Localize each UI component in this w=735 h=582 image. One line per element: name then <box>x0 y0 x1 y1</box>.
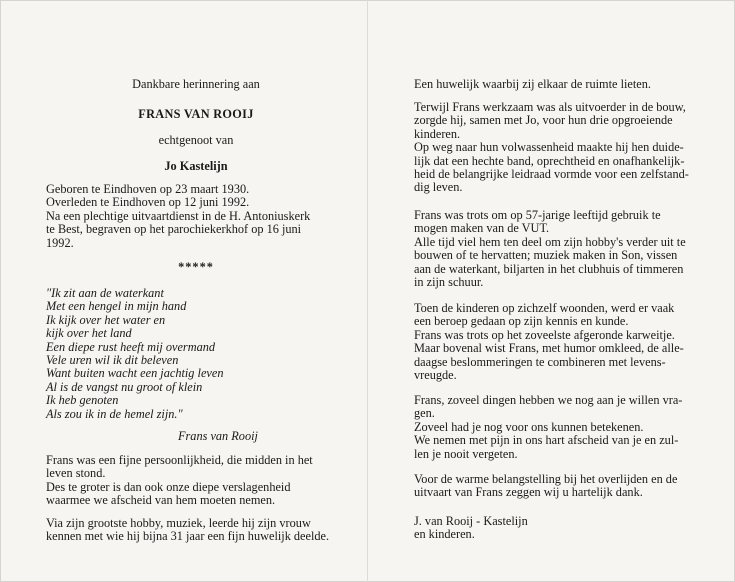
poem-line: Vele uren wil ik dit beleven <box>46 353 179 368</box>
poem-line: Al is de vangst nu groot of klein <box>46 379 203 394</box>
bio-line: Geboren te Eindhoven op 23 maart 1930. <box>46 182 250 196</box>
text-line: gen. <box>414 406 435 421</box>
text-line: len je nooit vergeten. <box>414 446 518 461</box>
biography <box>46 183 346 250</box>
bio-line: te Best, begraven op het parochiekerkhof op 16 juni <box>46 222 302 237</box>
text-line: heid de belangrijke leidraad vormde voor een zelfstand- <box>414 167 689 182</box>
poem-line: Ik heb genoten <box>46 393 119 408</box>
right-paragraph-3 <box>414 209 686 289</box>
poem-line: Een diepe rust heeft mij overmand <box>46 339 216 354</box>
text-line: aan de waterkant, biljarten in het clubhuis of timmeren <box>414 261 684 276</box>
text-line: Een huwelijk waarbij zij elkaar de ruimte lieten. <box>414 77 651 91</box>
poem-author: Frans van Rooij <box>178 429 258 443</box>
text-line: een beroep gedaan op zijn kennis en kunde. <box>414 314 629 329</box>
text-line: dig leven. <box>414 180 463 195</box>
separator-stars: ***** <box>178 260 214 274</box>
signature <box>414 515 528 542</box>
poem-line: kijk over het land <box>46 326 132 341</box>
text-line: in zijn schuur. <box>414 275 484 290</box>
text-line: Des te groter is dan ook onze diepe verslagenheid <box>46 479 291 494</box>
poem-line: Ik kijk over het water en <box>46 312 166 327</box>
text-line: We nemen met pijn in ons hart afscheid van je en zul- <box>414 433 679 448</box>
relation-label: echtgenoot van <box>158 133 234 147</box>
spouse-name: Jo Kastelijn <box>164 159 228 173</box>
text-line: Toen de kinderen op zichzelf woonden, werd er vaak <box>414 301 675 315</box>
left-paragraph-1 <box>46 454 313 508</box>
text-line: kennen met wie hij bijna 31 jaar een fijn huwelijk deelde. <box>46 529 330 544</box>
signature-line: en kinderen. <box>414 527 475 542</box>
text-line: waarmee we afscheid van hem moeten nemen. <box>46 493 276 508</box>
text-line: Frans was trots om op 57-jarige leeftijd gebruik te <box>414 208 661 222</box>
text-line: zorgde hij, samen met Jo, voor hun drie opgroeiende <box>414 113 673 128</box>
card-heading: Dankbare herinnering aan <box>132 77 260 91</box>
bio-line: Na een plechtige uitvaartdienst in de H. Antoniuskerk <box>46 208 311 223</box>
right-paragraph-1 <box>414 78 651 91</box>
poem-line: Met een hengel in mijn hand <box>46 299 187 314</box>
text-line: leven stond. <box>46 466 106 481</box>
text-line: uitvaart van Frans zeggen wij u hartelijk dank. <box>414 485 643 500</box>
text-line: Via zijn grootste hobby, muziek, leerde hij zijn vrouw <box>46 516 311 530</box>
right-paragraph-4 <box>414 302 684 382</box>
text-line: bouwen of te hervatten; muziek maken in Son, vissen <box>414 248 678 263</box>
poem <box>46 287 223 421</box>
text-line: lijk dat een hechte band, oprechtheid en onafhankelijk- <box>414 153 685 168</box>
right-paragraph-6 <box>414 473 677 500</box>
card-fold-line <box>367 0 368 582</box>
text-line: Alle tijd viel hem ten deel om zijn hobby's verder uit te <box>414 234 686 249</box>
text-line: Op weg naar hun volwassenheid maakte hij hen duide- <box>414 140 684 155</box>
text-line: mogen maken van de VUT. <box>414 221 550 236</box>
text-line: vreugde. <box>414 368 457 383</box>
bio-line: Overleden te Eindhoven op 12 juni 1992. <box>46 195 250 210</box>
text-line: Terwijl Frans werkzaam was als uitvoerder in de bouw, <box>414 100 686 114</box>
poem-line: Als zou ik in de hemel zijn." <box>46 406 183 421</box>
right-paragraph-5 <box>414 394 682 461</box>
poem-line: "Ik zit aan de waterkant <box>46 286 164 300</box>
text-line: daagse beslommeringen te combineren met levens- <box>414 354 666 369</box>
poem-line: Want buiten wacht een jachtig leven <box>46 366 224 381</box>
text-line: Maar bovenal wist Frans, met humor omkleed, de alle- <box>414 341 684 356</box>
deceased-name: FRANS VAN ROOIJ <box>138 107 254 121</box>
text-line: Frans, zoveel dingen hebben we nog aan je willen vra- <box>414 393 683 407</box>
text-line: Frans was een fijne persoonlijkheid, die midden in het <box>46 453 313 467</box>
bio-line: 1992. <box>46 235 74 250</box>
text-line: Zoveel had je nog voor ons kunnen betekenen. <box>414 419 644 434</box>
text-line: Frans was trots op het zoveelste afgeronde karweitje. <box>414 327 675 342</box>
right-paragraph-2 <box>414 101 689 195</box>
left-paragraph-2 <box>46 517 329 544</box>
text-line: Voor de warme belangstelling bij het overlijden en de <box>414 472 678 486</box>
text-line: kinderen. <box>414 126 461 141</box>
signature-line: J. van Rooij - Kastelijn <box>414 514 528 528</box>
